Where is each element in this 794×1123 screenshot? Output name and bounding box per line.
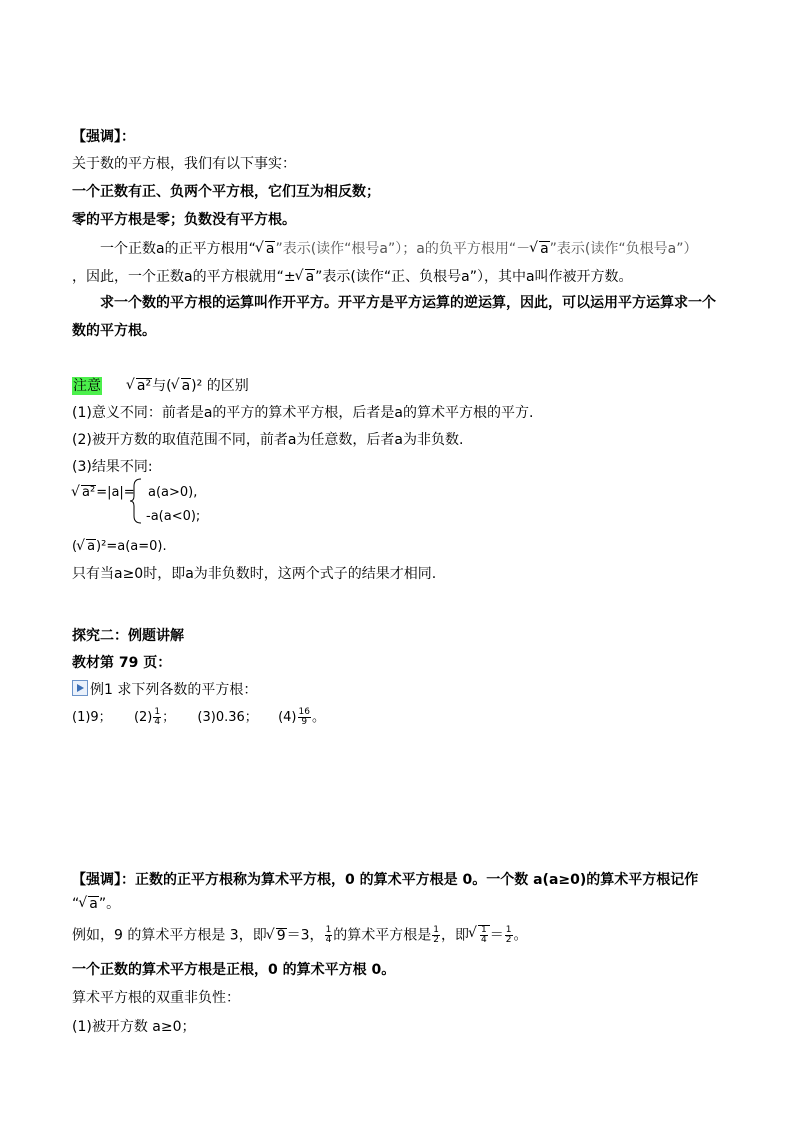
eq1-rest: =|a|= <box>96 485 135 500</box>
item-1: (1)9； <box>72 710 112 725</box>
textbook-reference: 教材第 79 页： <box>72 655 172 671</box>
equation-1 <box>72 484 135 502</box>
para1-text-c: ”表示(读作“根号a”）；a的负平方根用“－ <box>275 241 531 257</box>
paragraph-3-line-2: 数的平方根。 <box>72 323 156 339</box>
fact-2: 零的平方根是零；负数没有平方根。 <box>72 212 296 228</box>
explore-heading: 探究二：例题讲解 <box>72 628 184 644</box>
sqrt-a-squared-eq: √ a² <box>74 484 96 502</box>
example-1-items <box>72 708 325 727</box>
example-1-title: 例1 求下列各数的平方根： <box>72 680 257 699</box>
note-line <box>72 377 249 395</box>
note-end: )² 的区别 <box>191 378 249 394</box>
note-mid: 与( <box>152 378 172 394</box>
item-3: (3)0.36； <box>197 710 258 725</box>
sqrt-a: √ a <box>258 240 276 258</box>
difference-2: (2)被开方数的取值范围不同，前者a为任意数，后者a为非负数. <box>72 432 464 448</box>
para2-text-a: ，因此，一个正数a的平方根就用“± <box>72 269 296 285</box>
case-negative: -a(a<0); <box>146 509 201 524</box>
emphasis-2-line-2: “√ a”。 <box>72 895 120 913</box>
sqrt-a-squared: √ a² <box>129 377 152 395</box>
positive-root-statement: 一个正数的算术平方根是正根，0 的算术平方根 0。 <box>72 962 396 978</box>
difference-3: (3)结果不同: <box>72 459 153 475</box>
paragraph-2 <box>72 268 633 286</box>
para1-text-a: 一个正数a的正平方根用“ <box>100 241 256 257</box>
emphasis-2-line-1: 【强调】：正数的正平方根称为算术平方根，0 的算术平方根是 0。一个数 a(a≥0)的算术平方根记作 <box>72 872 699 888</box>
left-brace <box>130 478 142 524</box>
sqrt-a-pm: √ a <box>298 268 316 286</box>
case-positive: a(a>0), <box>148 485 198 500</box>
sqrt-a-inner: √ a <box>174 377 192 395</box>
sqrt-one-quarter: √ $\frac{1}{4}$ <box>471 925 490 945</box>
only-when-text: 只有当a≥0时，即a为非负数时，这两个式子的结果才相同. <box>72 566 437 582</box>
sqrt-a-eq2: √ a <box>79 538 96 556</box>
para1-text-e: ”表示(读作“负根号a”） <box>549 241 698 257</box>
intro-text: 关于数的平方根，我们有以下事实： <box>72 156 296 172</box>
difference-1: (1)意义不同：前者是a的平方的算术平方根，后者是a的算术平方根的平方. <box>72 405 534 421</box>
note-tag: 注意 <box>73 378 101 394</box>
fact-1: 一个正数有正、负两个平方根，它们互为相反数； <box>72 184 380 200</box>
sqrt-a-notation: √ a <box>81 895 99 913</box>
equation-2: (√ a)²=a(a=0). <box>72 538 167 556</box>
emphasis-heading: 【强调】： <box>72 129 135 145</box>
double-nonnegativity: 算术平方根的双重非负性： <box>72 990 240 1006</box>
example-line: 例如，9 的算术平方根是 3，即√ 9＝3， $\frac{1}{4}$ 的算术平方根是 $\frac{1}{2}$ ，即 √ $\frac{1}{4}$ ＝ $\frac{1}{2}$ 。 <box>72 925 528 945</box>
item-2: (2) $\frac{1}{4}$ ； <box>133 707 176 727</box>
sqrt-9: √ 9 <box>269 927 287 945</box>
paragraph-3-line-1: 求一个数的平方根的运算叫作开平方。开平方是平方运算的逆运算，因此，可以运用平方运算求一个 <box>100 295 716 311</box>
item-4: (4) $\frac{16}{9}$ 。 <box>278 707 325 727</box>
paragraph-1 <box>100 240 697 258</box>
sqrt-a-negative: √ a <box>532 240 550 258</box>
para2-text-c: ”表示(读作“正、负根号a”），其中a叫作被开方数。 <box>315 269 633 285</box>
nonnegativity-1: (1)被开方数 a≥0； <box>72 1019 196 1035</box>
play-icon[interactable] <box>72 680 88 696</box>
